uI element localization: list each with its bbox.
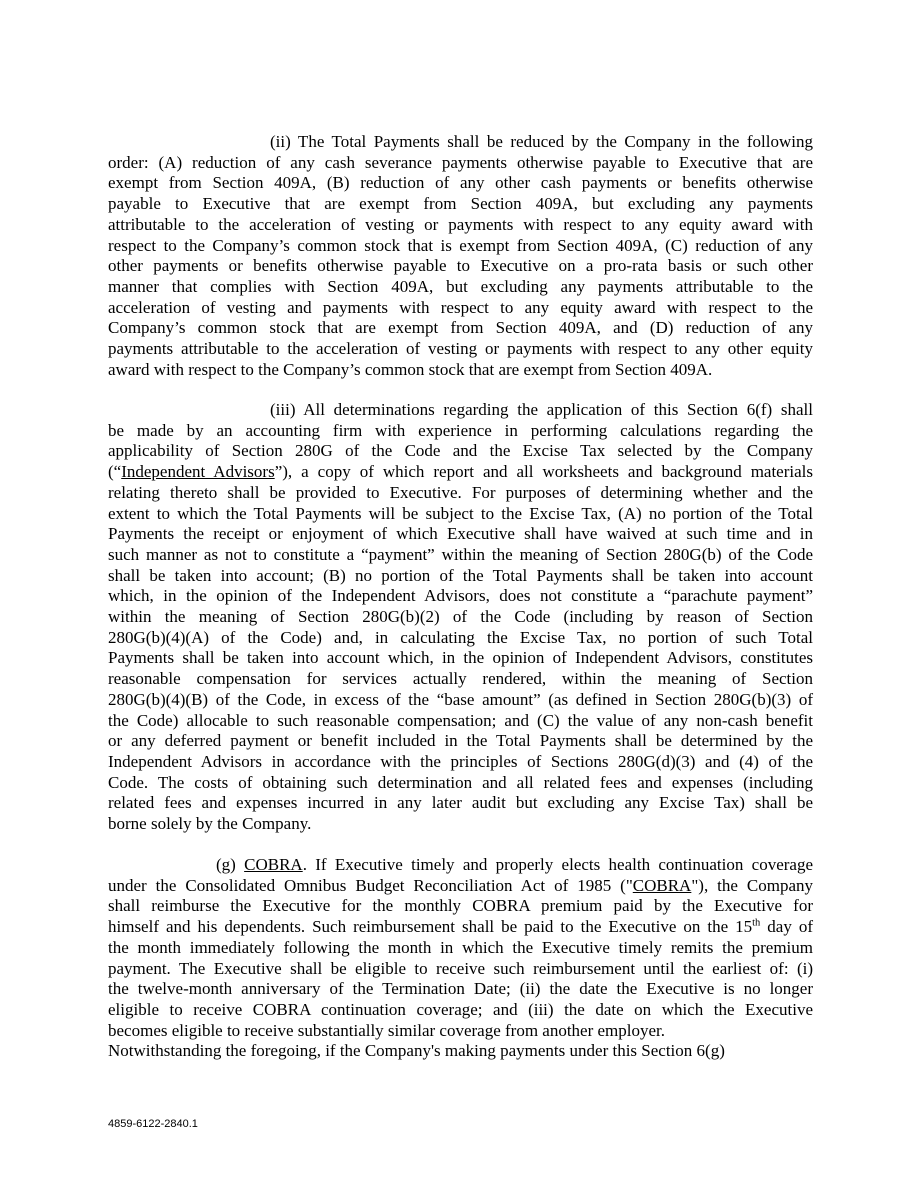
text-line: the month immediately following the month in which the Executive timely remits the premium [108,937,813,957]
text-line: payments attributable to the acceleration of vesting or payments with respect to any other equity [108,339,813,359]
text-line: or any deferred payment or benefit included in the Total Payments shall be determined by the [108,731,813,751]
text-line: relating thereto shall be provided to Executive. For purposes of determining whether and the [108,482,813,502]
text-line: payment. The Executive shall be eligible to receive such reimbursement until the earliest of: (i) [108,958,813,978]
section-heading-cobra: COBRA [244,855,303,874]
text-line [108,462,813,483]
ordinal-superscript: th [752,917,761,929]
document-id-footer: 4859-6122-2840.1 [108,1118,198,1130]
line-text: . If Executive timely and properly elects health continuation coverage [302,855,813,874]
text-line: exempt from Section 409A, (B) reduction of any other cash payments or benefits otherwise [108,173,813,193]
text-line: order: (A) reduction of any cash severance payments otherwise payable to Executive that are [108,152,813,172]
line-text: ”), a copy of which report and all worksheets and background materials [274,462,813,482]
line-text: under the Consolidated Omnibus Budget Reconciliation Act of 1985 (" [108,875,633,895]
text-line [108,855,813,876]
text-line: shall be taken into account; (B) no portion of the Total Payments shall be taken into account [108,565,813,585]
text-line: reasonable compensation for services actually rendered, within the meaning of Section [108,669,813,689]
text-line [108,917,813,938]
text-line: such manner as not to constitute a “payment” within the meaning of Section 280G(b) of the Code [108,544,813,564]
section-label: (g) [216,855,245,874]
text-line: extent to which the Total Payments will be subject to the Excise Tax, (A) no portion of the Total [108,503,813,523]
line-text: day of [760,917,813,937]
defined-term-independent-advisors: Independent Advisors [121,462,275,482]
text-line: 280G(b)(4)(A) of the Code) and, in calculating the Excise Tax, no portion of such Total [108,627,813,647]
text-line: Notwithstanding the foregoing, if the Company's making payments under this Section 6(g) [108,1041,725,1061]
defined-term-cobra: COBRA [632,875,692,895]
text-line: the Code) allocable to such reasonable compensation; and (C) the value of any non-cash benefit [108,710,813,730]
text-line: manner that complies with Section 409A, but excluding any payments attributable to the [108,276,813,296]
text-line: 280G(b)(4)(B) of the Code, in excess of the “base amount” (as defined in Section 280G(b)(3) of [108,689,813,709]
paragraph-g-cobra [108,855,813,1062]
text-line: Company’s common stock that are exempt from Section 409A, and (D) reduction of any [108,318,813,338]
paragraph-ii [108,132,813,380]
text-line: acceleration of vesting and payments with respect to any equity award with respect to the [108,297,813,317]
text-line: the twelve-month anniversary of the Termination Date; (ii) the date the Executive is no longer [108,979,813,999]
open-quote: (“ [108,462,122,482]
text-line: (ii) The Total Payments shall be reduced by the Company in the following [270,132,813,151]
text-line: award with respect to the Company’s common stock that are exempt from Section 409A. [108,359,713,379]
text-line: related fees and expenses incurred in any later audit but excluding any Excise Tax) shall be [108,793,813,813]
text-line: payable to Executive that are exempt from Section 409A, but excluding any payments [108,194,813,214]
text-line: Payments shall be taken into account which, in the opinion of Independent Advisors, constitutes [108,648,813,668]
text-line: which, in the opinion of the Independent Advisors, does not constitute a “parachute payment” [108,586,813,606]
line-text: himself and his dependents. Such reimbursement shall be paid to the Executive on the 15 [108,917,753,937]
text-line: Payments the receipt or enjoyment of which Executive shall have waived at such time and in [108,524,813,544]
text-line [108,876,813,897]
text-line: eligible to receive COBRA continuation coverage; and (iii) the date on which the Executive [108,999,813,1019]
line-text: "), the Company [691,875,813,895]
paragraph-iii [108,400,813,835]
text-line: Independent Advisors in accordance with the principles of Sections 280G(d)(3) and (4) of the [108,751,813,771]
text-line: respect to the Company’s common stock that is exempt from Section 409A, (C) reduction of any [108,235,813,255]
text-line: be made by an accounting firm with experience in performing calculations regarding the [108,420,813,440]
text-line: borne solely by the Company. [108,814,312,834]
text-line: other payments or benefits otherwise payable to Executive on a pro-rata basis or such other [108,256,813,276]
text-line: within the meaning of Section 280G(b)(2) of the Code (including by reason of Section [108,607,813,627]
text-line: becomes eligible to receive substantially similar coverage from another employer. [108,1020,666,1040]
text-line: attributable to the acceleration of vesting or payments with respect to any equity award with [108,214,813,234]
text-line: (iii) All determinations regarding the application of this Section 6(f) shall [270,400,813,419]
text-line: applicability of Section 280G of the Code and the Excise Tax selected by the Company [108,441,813,461]
text-line: shall reimburse the Executive for the monthly COBRA premium paid by the Executive for [108,896,813,916]
text-line: Code. The costs of obtaining such determination and all related fees and expenses (including [108,772,813,792]
